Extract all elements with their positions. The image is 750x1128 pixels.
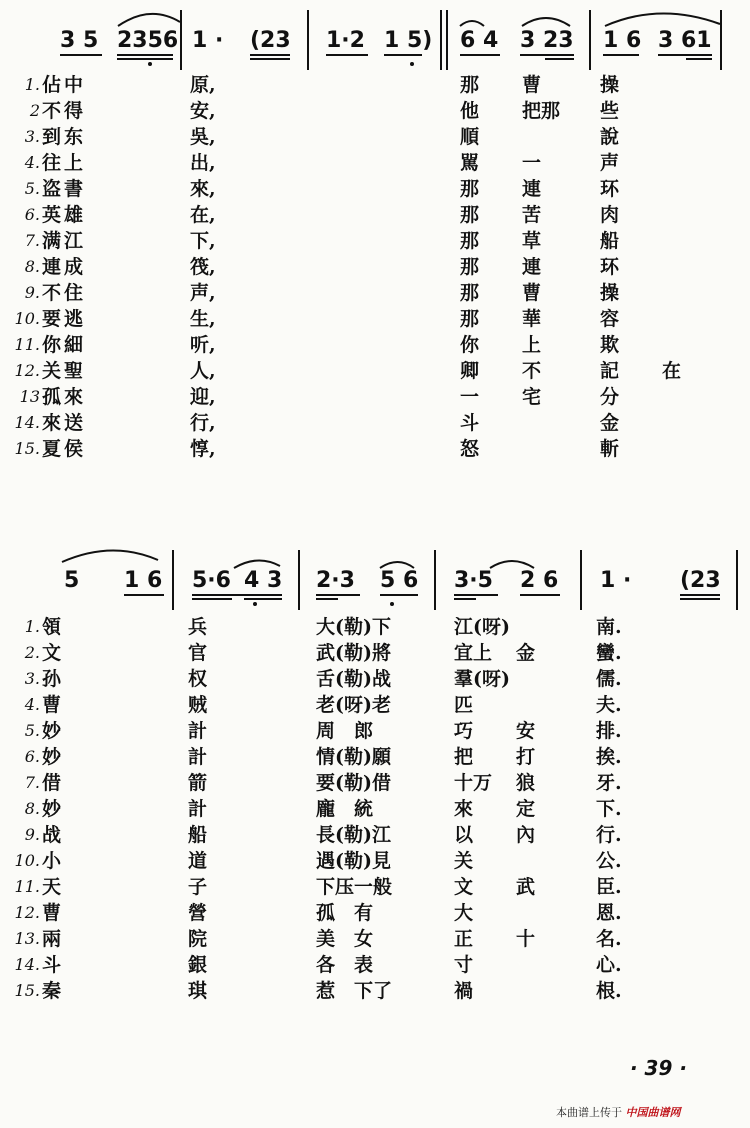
note-group: 2356: [117, 28, 179, 53]
lyric-row: 12. 关 聖 人, 卿 不 記 在: [14, 360, 682, 382]
lyric-row: 15. 秦 琪 惹 下了 禍 根.: [14, 980, 622, 1002]
barline: [434, 550, 436, 610]
note-group: 3 23: [520, 28, 574, 53]
note-group: 3·5: [454, 568, 493, 593]
barline: [440, 10, 442, 70]
lyric-row: 14. 來 送 行, 斗 金: [14, 412, 620, 434]
barline: [589, 10, 591, 70]
lyric-row: 5. 盗 書 來, 那 連 环: [24, 178, 620, 200]
footer-text: 本曲谱上传于: [556, 1106, 622, 1119]
note-group: 1 ·: [600, 568, 632, 593]
lyric-row: 3. 到 东 吳, 順 說: [24, 126, 620, 148]
note-group: 1 6: [124, 568, 163, 593]
barline: [580, 550, 582, 610]
note-group: 1 6: [603, 28, 642, 53]
note-group: 2·3: [316, 568, 355, 593]
lyric-row: 8. 妙 計 龐 統 來 定 下.: [24, 798, 622, 820]
lyric-row: 7. 满 江 下, 那 草 船: [24, 230, 620, 252]
site-logo[interactable]: 中国曲谱网: [625, 1106, 681, 1119]
slur-marks: [0, 540, 750, 600]
lyric-row: 5. 妙 計 周 郎 巧 安 排.: [24, 720, 622, 742]
note-group: 3 5: [60, 28, 99, 53]
barline: [446, 10, 448, 70]
lyric-row: 4. 曹 贼 老(呀)老 匹 夫.: [24, 694, 622, 716]
barline: [298, 550, 300, 610]
page-number: · 39 ·: [630, 1056, 687, 1080]
lyric-row: 2. 文 官 武(勒)將 宜上 金 蠻.: [24, 642, 622, 664]
lyric-row: 3. 孙 权 舌(勒)战 羣(呀) 儒.: [24, 668, 622, 690]
note-group: 5 6: [380, 568, 419, 593]
lyric-row: 9. 不 住 声, 那 曹 操: [24, 282, 620, 304]
lyric-row: 11. 天 子 下压一般 文 武 臣.: [14, 876, 622, 898]
lyric-row: 10. 要 逃 生, 那 華 容: [14, 308, 620, 330]
lyric-row: 8. 連 成 筏, 那 連 环: [24, 256, 620, 278]
note-group: 5·6: [192, 568, 231, 593]
note-group: 1 5): [384, 28, 433, 53]
notation-line-2: [0, 540, 750, 600]
lyric-row: 14. 斗 銀 各 表 寸 心.: [14, 954, 622, 976]
note-group: 5: [64, 568, 80, 593]
note-group: 2 6: [520, 568, 559, 593]
note-group: 1·2: [326, 28, 365, 53]
note-group: 4 3: [244, 568, 283, 593]
notation-line-1: [0, 0, 750, 60]
lyric-row: 9. 战 船 長(勒)江 以 內 行.: [24, 824, 622, 846]
lyric-row: 4. 往 上 出, 駡 一 声: [24, 152, 620, 174]
lyric-row: 12. 曹 營 孤 有 大 恩.: [14, 902, 622, 924]
lyric-row: 7. 借 箭 要(勒)借 十万 狼 牙.: [24, 772, 622, 794]
lyric-row: 13. 兩 院 美 女 正 十 名.: [14, 928, 622, 950]
note-group: 3 61: [658, 28, 712, 53]
barline: [307, 10, 309, 70]
note-group: 1 ·: [192, 28, 224, 53]
barline: [180, 10, 182, 70]
lyric-row: 15. 夏 侯 惇, 怒 斬: [14, 438, 620, 460]
lyric-row: 6. 妙 計 情(勒)願 把 打 挨.: [24, 746, 622, 768]
barline: [172, 550, 174, 610]
note-group: (23: [250, 28, 291, 53]
lyric-row: 1. 佔 中 原, 那 曹 操: [24, 74, 620, 96]
footer-credit: [556, 1104, 681, 1120]
lyric-row: 1. 領 兵 大(勒)下 江(呀) 南.: [24, 616, 622, 638]
barline: [736, 550, 738, 610]
note-group: (23: [680, 568, 721, 593]
lyric-row: 2 不 得 安, 他 把那 些: [29, 100, 620, 122]
lyric-row: 13 孤 來 迎, 一 宅 分: [19, 386, 620, 408]
lyric-row: 11. 你 細 听, 你 上 欺: [14, 334, 620, 356]
lyric-row: 6. 英 雄 在, 那 苦 肉: [24, 204, 620, 226]
barline: [720, 10, 722, 70]
note-group: 6 4: [460, 28, 499, 53]
lyric-row: 10. 小 道 遇(勒)見 关 公.: [14, 850, 622, 872]
